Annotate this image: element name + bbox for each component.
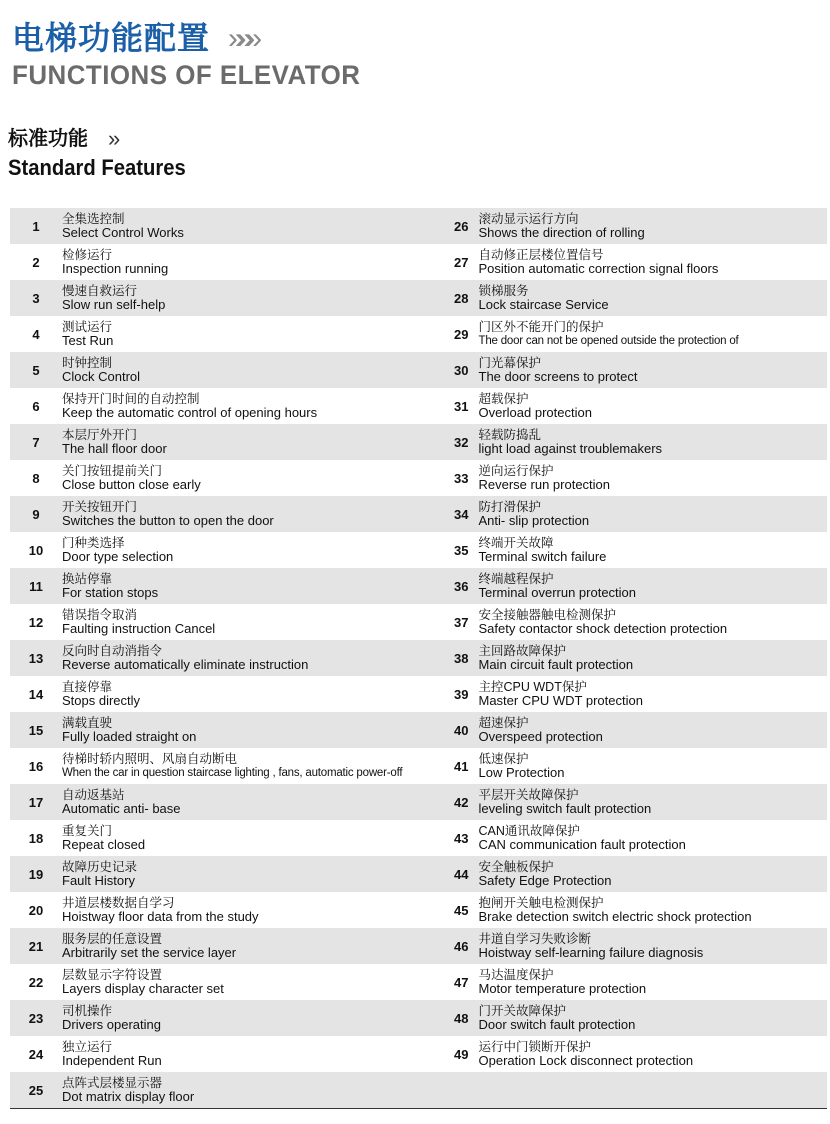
feature-name-cn: 本层厅外开门 [62,428,138,442]
feature-name-cn: 保持开门时间的自动控制 [62,392,200,406]
feature-cell-right [419,892,828,928]
feature-cell-right [419,532,828,568]
feature-cell-left [10,712,419,748]
feature-name-cn: 时钟控制 [62,356,113,370]
feature-cell-right [419,1036,828,1072]
feature-number: 44 [454,866,469,882]
feature-cell-left [10,316,419,352]
feature-cell-left [10,856,419,892]
feature-cell-left [10,496,419,532]
feature-name-en: Stops directly [62,693,141,708]
feature-cell-left [10,964,419,1000]
feature-number: 12 [28,614,44,630]
feature-name-en: Operation Lock disconnect protection [478,1053,694,1068]
feature-name-cn: 安全接触器触电检测保护 [478,608,617,622]
feature-name-en: Select Control Works [62,225,184,240]
feature-name-cn: 抱闸开关触电检测保护 [478,896,604,910]
feature-number: 19 [28,866,44,882]
feature-cell-right [419,352,828,388]
feature-name-cn: 关门按钮提前关门 [62,464,163,478]
feature-number: 34 [454,506,469,522]
feature-number: 29 [454,326,469,342]
feature-number: 14 [28,686,44,702]
feature-number: 43 [454,830,469,846]
feature-number: 37 [454,614,469,630]
feature-name-cn: CAN通讯故障保护 [478,824,580,838]
table-row [10,928,827,964]
feature-name-cn: 服务层的任意设置 [62,932,163,946]
feature-number: 11 [29,578,43,594]
feature-cell-left [10,784,419,820]
table-row [10,280,827,316]
feature-name-en: The door screens to protect [478,369,638,384]
feature-cell-left [10,244,419,280]
feature-name-cn: 井道层楼数据自学习 [62,896,175,910]
feature-cell-right [419,208,828,244]
feature-number: 33 [454,470,469,486]
feature-cell-left [10,568,419,604]
feature-number: 9 [32,506,40,522]
feature-name-en: Switches the button to open the door [62,513,274,528]
feature-cell-right [419,1000,828,1036]
feature-name-cn: 终端越程保护 [478,572,554,586]
feature-name-en: light load against troublemakers [478,441,663,456]
table-row [10,496,827,532]
feature-name-cn: 反向时自动消指令 [62,644,163,658]
feature-number: 35 [454,542,469,558]
feature-name-cn: 逆向运行保护 [478,464,554,478]
feature-number: 39 [454,686,469,702]
table-row [10,820,827,856]
feature-name-cn: 测试运行 [62,320,113,334]
page-title-en: FUNCTIONS OF ELEVATOR [12,60,361,90]
feature-name-cn: 锁梯服务 [478,284,529,298]
feature-number: 21 [28,938,44,954]
table-row [10,748,827,784]
feature-number: 2 [32,254,40,270]
feature-cell-right [419,568,828,604]
feature-name-cn: 自动修正层楼位置信号 [478,248,604,262]
feature-name-cn: 故障历史记录 [62,860,138,874]
feature-number: 15 [28,722,44,738]
feature-cell-right [419,856,828,892]
feature-number: 7 [32,434,40,450]
feature-name-cn: 检修运行 [62,248,113,262]
table-row [10,856,827,892]
feature-cell-right [419,820,828,856]
feature-name-en: Lock staircase Service [478,297,609,312]
feature-name-cn: 直接停靠 [62,680,113,694]
table-row [10,1000,827,1036]
feature-cell-right [419,460,828,496]
feature-name-en: Terminal overrun protection [478,585,637,600]
feature-cell-right [419,424,828,460]
feature-cell-right [419,676,828,712]
feature-name-en: Safety Edge Protection [478,873,612,888]
feature-cell-left [10,892,419,928]
table-row [10,568,827,604]
feature-number: 22 [28,974,44,990]
feature-name-en: Overspeed protection [478,729,603,744]
feature-cell-right [419,928,828,964]
feature-number: 18 [28,830,44,846]
chevron-right-icon: » [108,126,115,151]
table-row [10,892,827,928]
feature-name-en: Anti- slip protection [478,513,590,528]
feature-number: 38 [454,650,469,666]
table-row [10,532,827,568]
feature-name-cn: 开关按钮开门 [62,500,138,514]
feature-name-en: Fully loaded straight on [62,729,197,744]
feature-name-cn: 门光幕保护 [478,356,542,370]
feature-name-cn: 安全触板保护 [478,860,554,874]
feature-number: 45 [454,902,469,918]
feature-number: 16 [28,758,44,774]
feature-number: 4 [32,326,40,342]
feature-name-en: Position automatic correction signal floors [478,261,719,276]
table-row [10,244,827,280]
feature-name-cn: 主控CPU WDT保护 [478,680,587,694]
feature-cell-left [10,604,419,640]
feature-name-en: Brake detection switch electric shock protection [478,909,752,924]
feature-name-cn: 马达温度保护 [478,968,554,982]
table-row [10,964,827,1000]
feature-name-en: For station stops [62,585,159,600]
feature-name-cn: 换站停靠 [62,572,113,586]
feature-number: 13 [28,650,44,666]
table-row [10,208,827,244]
feature-name-en: The door can not be opened outside the protection of [478,335,739,347]
feature-number: 10 [28,542,44,558]
feature-cell-left [10,388,419,424]
table-row [10,604,827,640]
feature-cell-right [419,640,828,676]
feature-cell-right [419,280,828,316]
feature-number: 3 [32,290,40,306]
feature-number: 46 [454,938,469,954]
feature-name-cn: 门开关故障保护 [478,1004,567,1018]
feature-cell-right [419,1072,828,1108]
feature-name-cn: 轻载防捣乱 [478,428,542,442]
feature-name-en: Shows the direction of rolling [478,225,645,240]
feature-name-en: Reverse run protection [478,477,611,492]
feature-name-en: Door switch fault protection [478,1017,636,1032]
feature-cell-left [10,1036,419,1072]
feature-number: 8 [32,470,40,486]
feature-name-en: Terminal switch failure [478,549,607,564]
feature-name-en: Close button close early [62,477,201,492]
feature-name-cn: 门种类选择 [62,536,125,550]
feature-cell-left [10,532,419,568]
table-row [10,784,827,820]
feature-name-en: CAN communication fault protection [478,837,686,852]
feature-number: 32 [454,434,469,450]
feature-cell-right [419,316,828,352]
feature-name-en: Safety contactor shock detection protection [478,621,728,636]
feature-number: 24 [28,1046,44,1062]
feature-name-cn: 点阵式层楼显示器 [62,1076,163,1090]
feature-name-en: Main circuit fault protection [478,657,634,672]
feature-name-cn: 待梯时轿内照明、风扇自动断电 [62,752,238,766]
table-row [10,640,827,676]
table-row [10,316,827,352]
feature-name-en: Overload protection [478,405,592,420]
feature-number: 17 [28,794,44,810]
feature-name-en: Motor temperature protection [478,981,647,996]
feature-cell-left [10,820,419,856]
feature-name-cn: 终端开关故障 [478,536,554,550]
feature-number: 5 [32,362,40,378]
feature-number: 23 [28,1010,44,1026]
table-row [10,676,827,712]
feature-number: 25 [28,1082,44,1098]
feature-name-en: Faulting instruction Cancel [62,621,216,636]
feature-name-cn: 慢速自救运行 [62,284,138,298]
feature-number: 6 [32,398,40,414]
feature-name-en: Independent Run [62,1053,162,1068]
table-row [10,712,827,748]
features-table [10,208,827,1109]
feature-name-cn: 井道自学习失败诊断 [478,932,592,946]
feature-name-en: When the car in question staircase lighting , fans, automatic power-off [62,767,403,779]
feature-cell-right [419,748,828,784]
feature-name-cn: 层数显示字符设置 [62,968,163,982]
feature-name-cn: 司机操作 [62,1004,113,1018]
feature-name-en: leveling switch fault protection [478,801,652,816]
feature-cell-left [10,1000,419,1036]
feature-number: 20 [28,902,44,918]
feature-name-en: Test Run [62,333,114,348]
feature-name-en: Dot matrix display floor [62,1089,195,1104]
feature-number: 28 [454,290,469,306]
feature-cell-left [10,928,419,964]
feature-cell-left [10,676,419,712]
feature-name-cn: 低速保护 [478,752,529,766]
feature-name-cn: 重复关门 [62,824,113,838]
feature-name-en: Slow run self-help [62,297,166,312]
table-row [10,424,827,460]
table-row [10,388,827,424]
feature-cell-left [10,1072,419,1108]
feature-name-cn: 滚动显示运行方向 [478,212,579,226]
feature-number: 26 [454,218,469,234]
feature-name-en: Clock Control [62,369,141,384]
feature-cell-left [10,352,419,388]
feature-cell-left [10,748,419,784]
chevron-right-icon: »»» [228,22,255,55]
feature-name-cn: 主回路故障保护 [478,644,567,658]
page-title-cn: 电梯功能配置 [12,20,211,56]
feature-name-en: Layers display character set [62,981,224,996]
feature-name-en: Hoistway floor data from the study [62,909,259,924]
feature-name-en: Door type selection [62,549,174,564]
section-title-cn: 标准功能 [8,128,88,150]
feature-cell-left [10,640,419,676]
feature-name-en: Master CPU WDT protection [478,693,643,708]
feature-name-cn: 错误指令取消 [62,608,138,622]
feature-name-en: Low Protection [478,765,565,780]
feature-name-en: Inspection running [62,261,169,276]
feature-name-cn: 满载直驶 [62,716,113,730]
feature-cell-left [10,460,419,496]
feature-name-en: The hall floor door [62,441,167,456]
feature-number: 1 [32,218,40,234]
feature-cell-right [419,496,828,532]
feature-number: 49 [454,1046,469,1062]
feature-name-en: Fault History [62,873,135,888]
feature-name-cn: 平层开关故障保护 [478,788,579,802]
feature-name-en: Hoistway self-learning failure diagnosis [478,945,704,960]
feature-number: 41 [454,758,469,774]
feature-name-en: Automatic anti- base [62,801,181,816]
feature-name-cn: 运行中门锁断开保护 [478,1040,592,1054]
feature-cell-left [10,208,419,244]
feature-name-en: Arbitrarily set the service layer [62,945,237,960]
feature-cell-left [10,280,419,316]
table-row [10,1072,827,1108]
section-title-en: Standard Features [8,155,186,180]
feature-number: 40 [454,722,469,738]
feature-number: 48 [454,1010,469,1026]
feature-cell-right [419,388,828,424]
feature-name-en: Drivers operating [62,1017,161,1032]
feature-name-cn: 防打滑保护 [478,500,542,514]
feature-name-en: Repeat closed [62,837,146,852]
feature-cell-right [419,604,828,640]
feature-name-cn: 独立运行 [62,1040,113,1054]
feature-number: 42 [454,794,469,810]
feature-name-cn: 自动返基站 [62,788,125,802]
feature-name-cn: 全集选控制 [62,212,125,226]
feature-number: 31 [454,398,469,414]
table-row [10,460,827,496]
feature-name-cn: 超速保护 [478,716,529,730]
feature-cell-right [419,712,828,748]
feature-number: 27 [454,254,469,270]
feature-cell-right [419,964,828,1000]
feature-name-en: Keep the automatic control of opening hours [62,405,318,420]
feature-cell-right [419,244,828,280]
feature-number: 36 [454,578,469,594]
feature-cell-left [10,424,419,460]
feature-name-en: Reverse automatically eliminate instruction [62,657,309,672]
feature-number: 30 [454,362,469,378]
feature-name-cn: 门区外不能开门的保护 [478,320,604,334]
table-row [10,352,827,388]
table-row [10,1036,827,1072]
feature-number: 47 [454,974,469,990]
feature-name-cn: 超载保护 [478,392,529,406]
feature-cell-right [419,784,828,820]
